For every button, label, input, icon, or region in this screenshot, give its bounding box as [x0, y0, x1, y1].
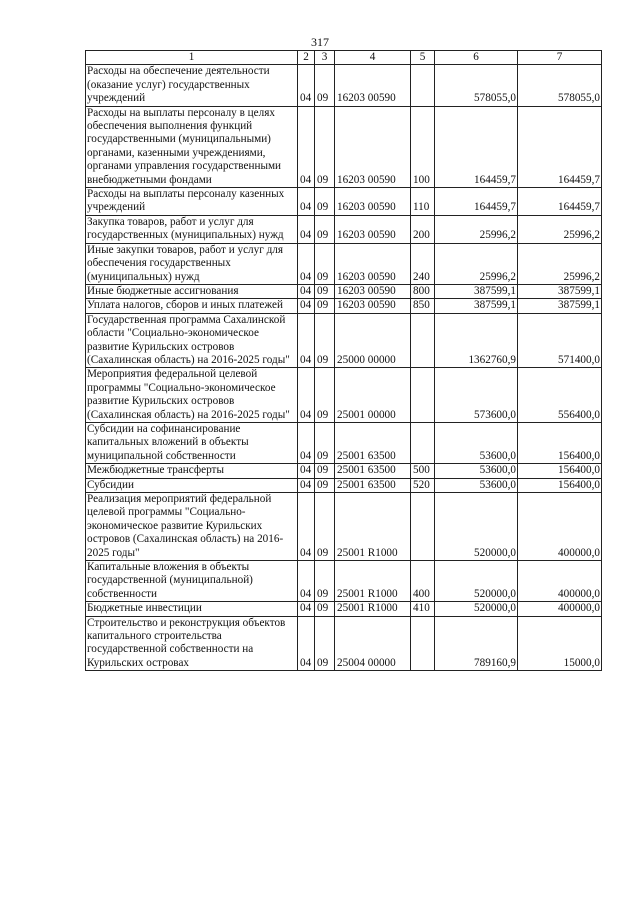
row-amount-year-1: 578055,0 [435, 65, 518, 106]
row-target-article: 16203 00590 [335, 106, 411, 187]
row-amount-year-2: 156400,0 [518, 464, 602, 478]
row-expense-type: 100 [411, 106, 435, 187]
row-target-article: 25001 R1000 [335, 493, 411, 561]
row-amount-year-1: 164459,7 [435, 188, 518, 216]
row-section-code: 04 [298, 313, 315, 368]
row-subsection-code: 09 [315, 464, 335, 478]
row-amount-year-2: 400000,0 [518, 602, 602, 616]
row-subsection-code: 09 [315, 368, 335, 423]
row-target-article: 16203 00590 [335, 215, 411, 243]
table-row [86, 65, 602, 106]
row-amount-year-2: 556400,0 [518, 368, 602, 423]
row-target-article: 16203 00590 [335, 65, 411, 106]
row-amount-year-2: 571400,0 [518, 313, 602, 368]
row-description: Субсидии [86, 478, 298, 492]
row-expense-type [411, 313, 435, 368]
row-section-code: 04 [298, 215, 315, 243]
table-row [86, 478, 602, 492]
row-section-code: 04 [298, 65, 315, 106]
row-section-code: 04 [298, 616, 315, 671]
table-row [86, 106, 602, 187]
row-subsection-code: 09 [315, 299, 335, 313]
row-amount-year-2: 400000,0 [518, 561, 602, 602]
header-col-5: 5 [411, 51, 435, 65]
row-description: Строительство и реконструкция объектов капитального строительства государственной собственности на Курильских островах [86, 616, 298, 671]
row-amount-year-1: 53600,0 [435, 478, 518, 492]
row-target-article: 25004 00000 [335, 616, 411, 671]
row-target-article: 25000 00000 [335, 313, 411, 368]
row-amount-year-1: 164459,7 [435, 106, 518, 187]
row-amount-year-1: 387599,1 [435, 299, 518, 313]
row-section-code: 04 [298, 106, 315, 187]
row-subsection-code: 09 [315, 106, 335, 187]
row-amount-year-1: 387599,1 [435, 284, 518, 298]
row-description: Капитальные вложения в объекты государственной (муниципальной) собственности [86, 561, 298, 602]
row-section-code: 04 [298, 493, 315, 561]
row-amount-year-1: 520000,0 [435, 561, 518, 602]
row-expense-type: 520 [411, 478, 435, 492]
row-subsection-code: 09 [315, 65, 335, 106]
row-expense-type: 200 [411, 215, 435, 243]
row-subsection-code: 09 [315, 284, 335, 298]
table-row [86, 188, 602, 216]
row-expense-type: 850 [411, 299, 435, 313]
table-row [86, 215, 602, 243]
row-expense-type [411, 616, 435, 671]
table-row [86, 561, 602, 602]
row-expense-type: 240 [411, 243, 435, 284]
row-description: Расходы на обеспечение деятельности (оказание услуг) государственных учреждений [86, 65, 298, 106]
row-expense-type: 410 [411, 602, 435, 616]
row-target-article: 25001 R1000 [335, 602, 411, 616]
header-col-7: 7 [518, 51, 602, 65]
row-expense-type: 400 [411, 561, 435, 602]
row-amount-year-1: 25996,2 [435, 215, 518, 243]
row-amount-year-2: 15000,0 [518, 616, 602, 671]
row-amount-year-2: 25996,2 [518, 243, 602, 284]
row-expense-type [411, 368, 435, 423]
row-expense-type [411, 422, 435, 463]
table-row [86, 602, 602, 616]
row-amount-year-1: 520000,0 [435, 493, 518, 561]
header-col-6: 6 [435, 51, 518, 65]
row-amount-year-1: 520000,0 [435, 602, 518, 616]
row-expense-type: 110 [411, 188, 435, 216]
row-amount-year-2: 578055,0 [518, 65, 602, 106]
budget-table [85, 50, 602, 671]
row-target-article: 25001 63500 [335, 464, 411, 478]
header-col-2: 2 [298, 51, 315, 65]
table-row [86, 616, 602, 671]
row-target-article: 25001 63500 [335, 422, 411, 463]
row-description: Бюджетные инвестиции [86, 602, 298, 616]
row-target-article: 16203 00590 [335, 284, 411, 298]
table-row [86, 313, 602, 368]
row-section-code: 04 [298, 478, 315, 492]
row-amount-year-1: 1362760,9 [435, 313, 518, 368]
row-section-code: 04 [298, 299, 315, 313]
row-description: Расходы на выплаты персоналу в целях обеспечения выполнения функций государственными (муниципальными) органами, казенными учреждениями, органами управления государственными внебюджетными фондами [86, 106, 298, 187]
row-target-article: 16203 00590 [335, 299, 411, 313]
row-amount-year-1: 789160,9 [435, 616, 518, 671]
row-subsection-code: 09 [315, 616, 335, 671]
row-target-article: 25001 00000 [335, 368, 411, 423]
table-row [86, 422, 602, 463]
row-target-article: 25001 63500 [335, 478, 411, 492]
row-target-article: 16203 00590 [335, 188, 411, 216]
row-description: Реализация мероприятий федеральной целевой программы "Социально-экономическое развитие Курильских островов (Сахалинская область) на 2016-2025 годы" [86, 493, 298, 561]
row-section-code: 04 [298, 561, 315, 602]
row-subsection-code: 09 [315, 493, 335, 561]
row-section-code: 04 [298, 188, 315, 216]
row-description: Государственная программа Сахалинской области "Социально-экономическое развитие Курильских островов (Сахалинская область) на 2016-2025 годы" [86, 313, 298, 368]
row-subsection-code: 09 [315, 313, 335, 368]
table-row [86, 243, 602, 284]
row-amount-year-2: 400000,0 [518, 493, 602, 561]
row-amount-year-1: 53600,0 [435, 422, 518, 463]
table-row [86, 464, 602, 478]
row-description: Иные закупки товаров, работ и услуг для обеспечения государственных (муниципальных) нужд [86, 243, 298, 284]
row-amount-year-2: 156400,0 [518, 478, 602, 492]
row-expense-type [411, 65, 435, 106]
row-amount-year-2: 387599,1 [518, 284, 602, 298]
row-target-article: 25001 R1000 [335, 561, 411, 602]
row-amount-year-2: 164459,7 [518, 106, 602, 187]
row-amount-year-2: 387599,1 [518, 299, 602, 313]
row-subsection-code: 09 [315, 215, 335, 243]
row-expense-type: 500 [411, 464, 435, 478]
row-expense-type: 800 [411, 284, 435, 298]
row-subsection-code: 09 [315, 422, 335, 463]
row-amount-year-1: 53600,0 [435, 464, 518, 478]
row-description: Межбюджетные трансферты [86, 464, 298, 478]
header-col-3: 3 [315, 51, 335, 65]
row-subsection-code: 09 [315, 243, 335, 284]
table-row [86, 493, 602, 561]
table-row [86, 284, 602, 298]
row-target-article: 16203 00590 [335, 243, 411, 284]
row-description: Закупка товаров, работ и услуг для государственных (муниципальных) нужд [86, 215, 298, 243]
header-col-1: 1 [86, 51, 298, 65]
row-subsection-code: 09 [315, 561, 335, 602]
row-amount-year-1: 573600,0 [435, 368, 518, 423]
row-section-code: 04 [298, 422, 315, 463]
header-col-4: 4 [335, 51, 411, 65]
row-section-code: 04 [298, 243, 315, 284]
row-description: Уплата налогов, сборов и иных платежей [86, 299, 298, 313]
row-description: Иные бюджетные ассигнования [86, 284, 298, 298]
row-amount-year-2: 156400,0 [518, 422, 602, 463]
page-number: 317 [311, 35, 329, 49]
row-amount-year-1: 25996,2 [435, 243, 518, 284]
row-description: Мероприятия федеральной целевой программы "Социально-экономическое развитие Курильских островов (Сахалинская область) на 2016-2025 годы" [86, 368, 298, 423]
row-section-code: 04 [298, 368, 315, 423]
row-section-code: 04 [298, 464, 315, 478]
row-subsection-code: 09 [315, 602, 335, 616]
row-subsection-code: 09 [315, 188, 335, 216]
row-section-code: 04 [298, 284, 315, 298]
header-row [86, 51, 602, 65]
row-subsection-code: 09 [315, 478, 335, 492]
row-expense-type [411, 493, 435, 561]
table-row [86, 368, 602, 423]
row-description: Расходы на выплаты персоналу казенных учреждений [86, 188, 298, 216]
table-row [86, 299, 602, 313]
row-amount-year-2: 164459,7 [518, 188, 602, 216]
row-amount-year-2: 25996,2 [518, 215, 602, 243]
row-section-code: 04 [298, 602, 315, 616]
row-description: Субсидии на софинансирование капитальных вложений в объекты муниципальной собственности [86, 422, 298, 463]
